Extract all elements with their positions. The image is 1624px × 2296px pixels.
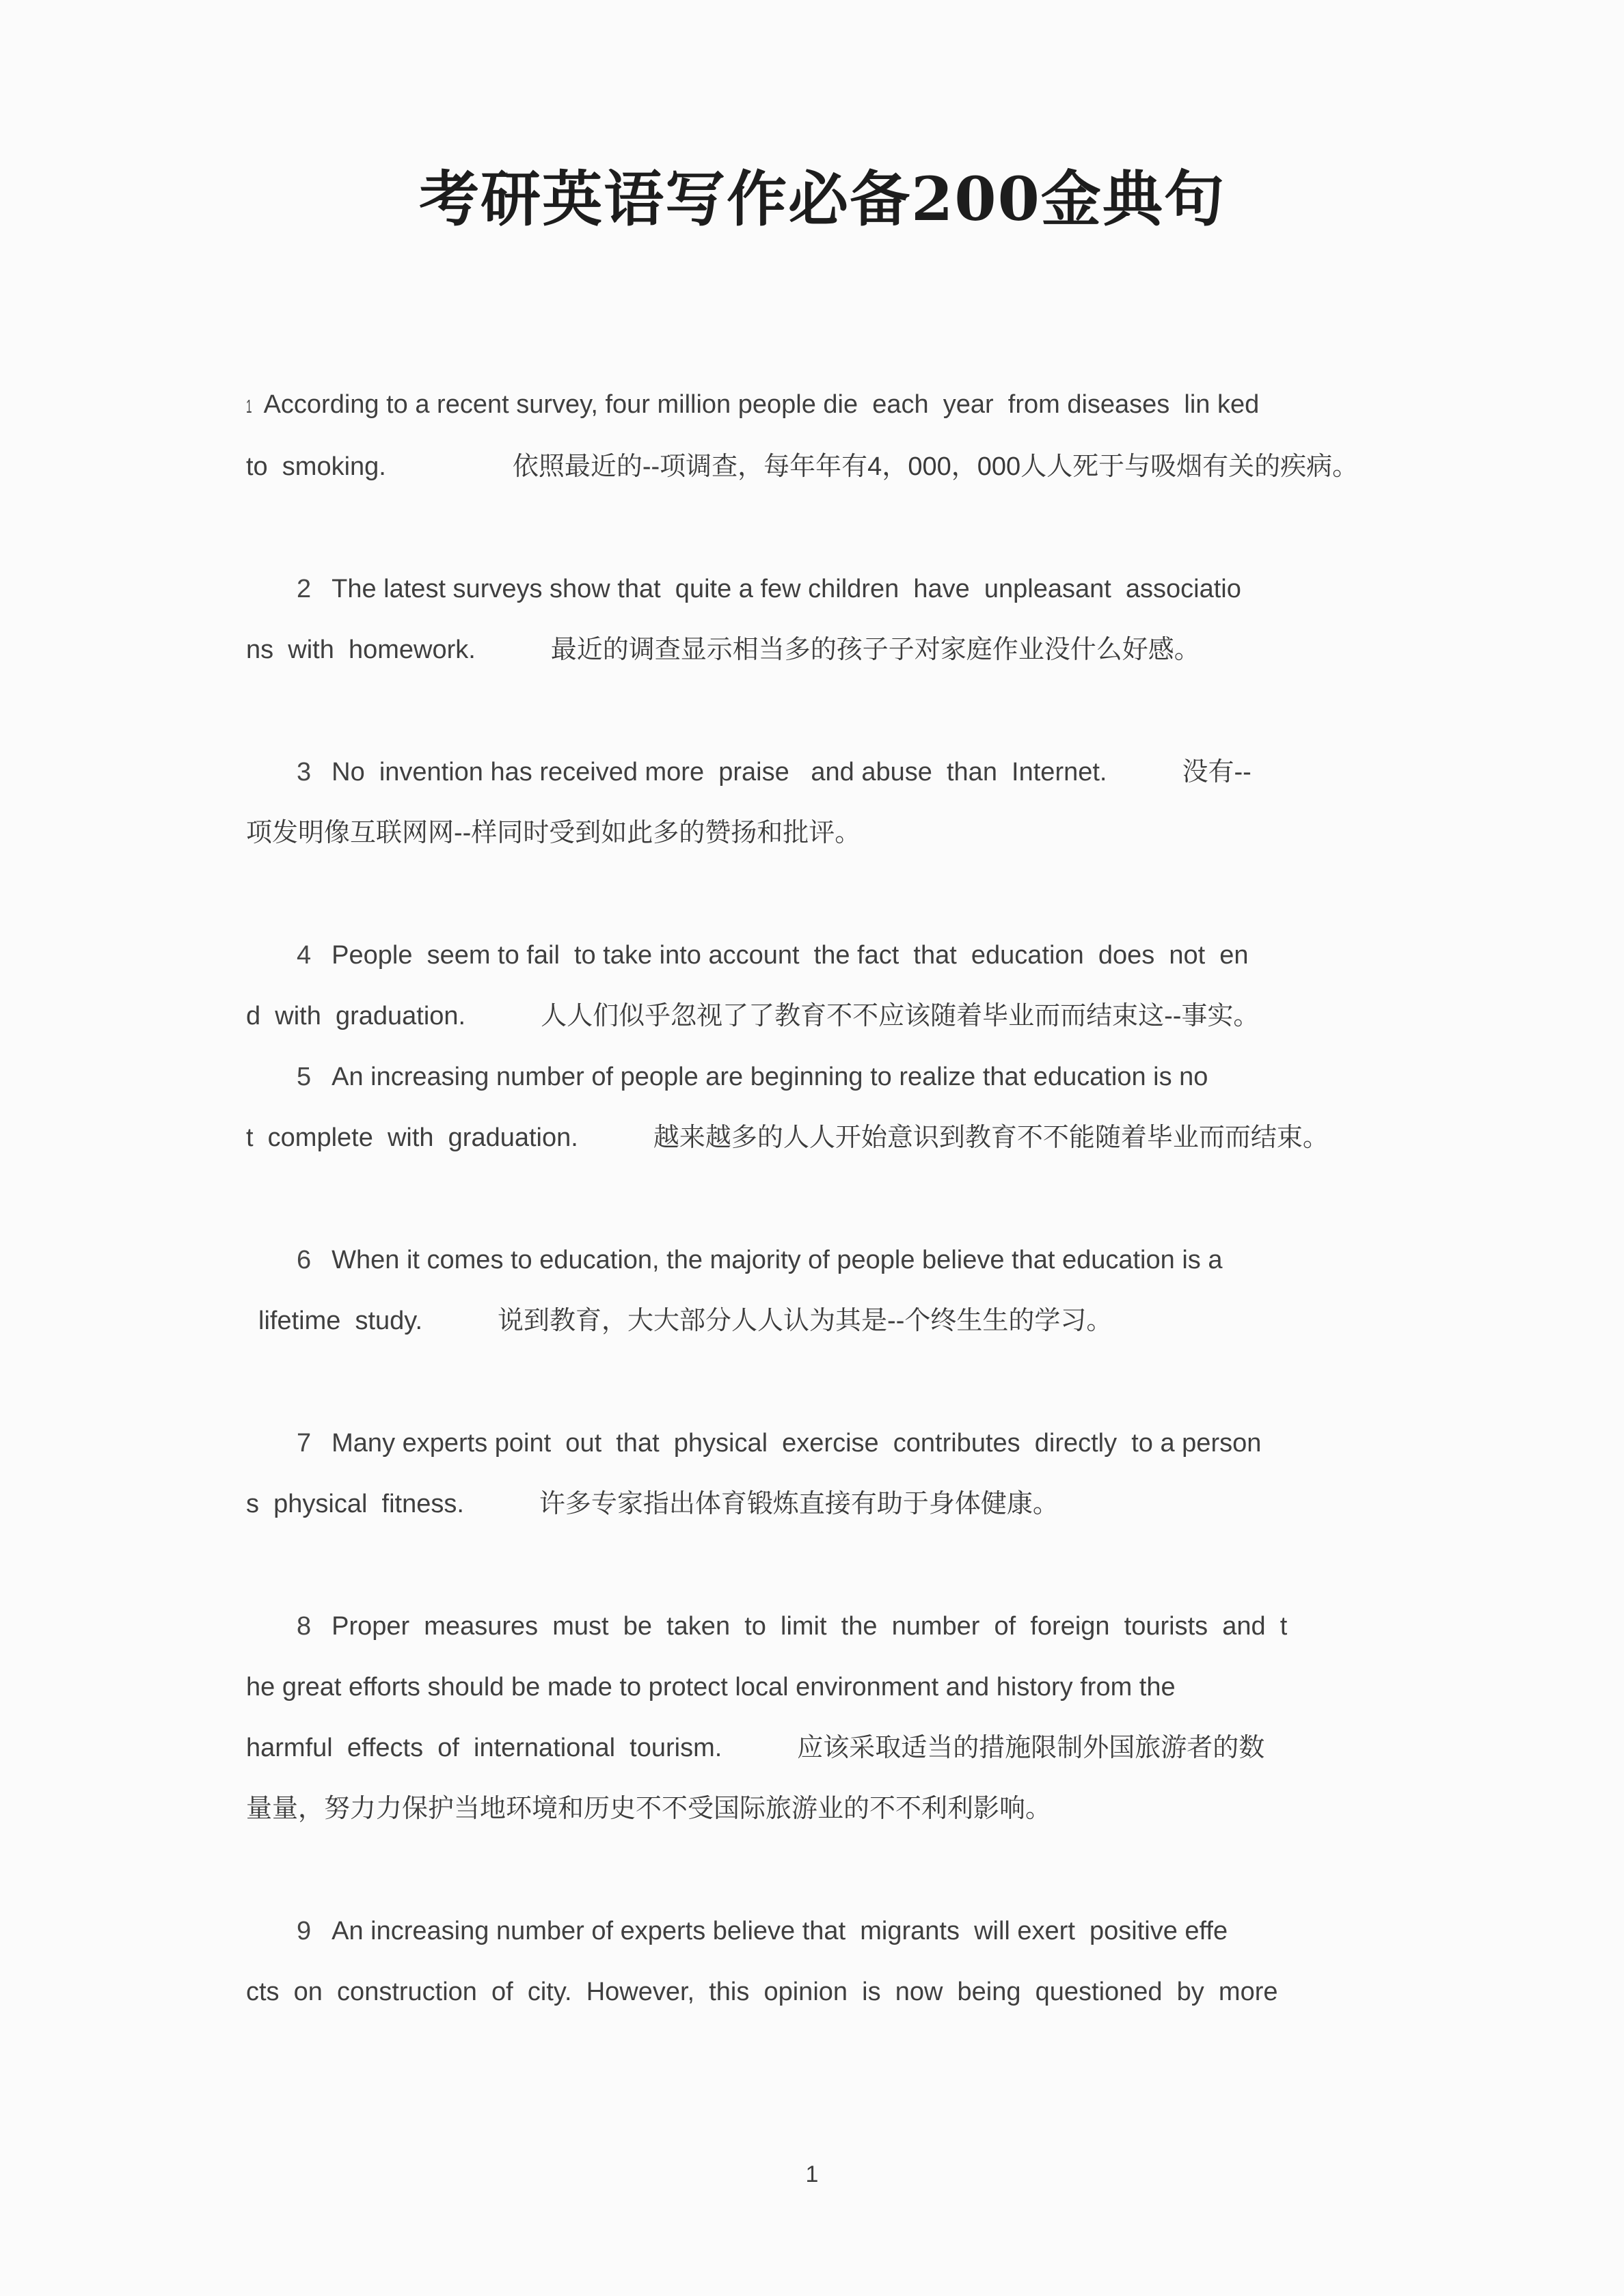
chinese-translation: 项发明像互联网网--样同时受到如此多的赞扬和批评。 [246, 819, 861, 847]
text-line [246, 1490, 1059, 1518]
sentence-item-8 [246, 1596, 1419, 1840]
chinese-translation: 量量，努力力保护当地环境和历史不不受国际旅游业的不不利利影响。 [246, 1794, 1052, 1823]
text-line [246, 1429, 1261, 1458]
item-number: 3 [297, 758, 312, 787]
chinese-translation: 应该采取适当的措施限制外国旅游者的数 [797, 1734, 1265, 1762]
chinese-translation: 说到教育，大大部分人人认为其是--个终生生的学习。 [498, 1307, 1113, 1335]
text-line [246, 390, 1259, 419]
item-number: 9 [297, 1917, 312, 1945]
sentence-item-9 [246, 1901, 1419, 2023]
item-number: 4 [297, 941, 312, 970]
text-line [246, 819, 861, 847]
sentence-item-5 [246, 1047, 1419, 1168]
document-title: 考研英语写作必备200金典句 [419, 163, 1226, 234]
chinese-translation: 人人们似乎忽视了了教育不不应该随着毕业而而结束这--事实。 [541, 1002, 1260, 1030]
chinese-translation: 没有-- [1182, 758, 1251, 787]
chinese-translation: 许多专家指出体育锻炼直接有助于身体健康。 [539, 1490, 1059, 1518]
english-sentence: An increasing number of people are beginning to realize that education is no [331, 1063, 1208, 1091]
english-sentence: According to a recent survey, four million people die each year from diseases lin ked [263, 390, 1260, 419]
sentence-item-2 [246, 559, 1419, 681]
english-sentence: to smoking. [246, 452, 386, 481]
text-line [246, 1307, 1112, 1335]
english-sentence: An increasing number of experts believe that migrants will exert positive effe [331, 1917, 1228, 1945]
chinese-translation: 越来越多的人人开始意识到教育不不能随着毕业而而结束。 [653, 1123, 1329, 1152]
chinese-translation: 最近的调查显示相当多的孩子子对家庭作业没什么好感。 [550, 636, 1200, 664]
english-sentence: ns with homework. [246, 636, 476, 664]
text-line [246, 941, 1249, 970]
text-line [246, 636, 1200, 664]
english-sentence: The latest surveys show that quite a few children have unpleasant associatio [331, 575, 1241, 603]
text-line [246, 1673, 1176, 1702]
sentence-item-1 [246, 374, 1419, 497]
item-number: 6 [297, 1246, 312, 1274]
english-sentence: he great efforts should be made to protect local environment and history from the [246, 1673, 1176, 1702]
english-sentence: Proper measures must be taken to limit the number of foreign tourists and t [331, 1612, 1288, 1641]
english-sentence: d with graduation. [246, 1002, 466, 1030]
text-line [246, 1917, 1228, 1945]
english-sentence: When it comes to education, the majority of people believe that education is a [331, 1246, 1223, 1274]
document-body [246, 374, 1419, 2023]
english-sentence: s physical fitness. [246, 1490, 464, 1518]
sentence-item-6 [246, 1230, 1419, 1352]
english-sentence: lifetime study. [258, 1307, 423, 1335]
text-line [246, 1794, 1051, 1823]
item-number: 7 [297, 1429, 312, 1458]
text-line [246, 1123, 1329, 1152]
text-line [246, 1246, 1222, 1274]
english-sentence: People seem to fail to take into account the fact that education does not en [331, 941, 1249, 970]
text-line [246, 758, 1251, 787]
english-sentence: cts on construction of city. However, this opinion is now being questioned by more [246, 1978, 1278, 2006]
item-number: 5 [297, 1063, 312, 1091]
sentence-item-4 [246, 925, 1419, 1047]
text-line [246, 1002, 1259, 1030]
chinese-translation: 依照最近的--项调查，每年年有4，000，000人人死于与吸烟有关的疾病。 [512, 452, 1359, 481]
page-number: 1 [805, 2161, 819, 2187]
english-sentence: No invention has received more praise and abuse than Internet. [331, 758, 1107, 787]
english-sentence: Many experts point out that physical exercise contributes directly to a person [331, 1429, 1262, 1458]
text-line [246, 1734, 1264, 1762]
english-sentence: t complete with graduation. [246, 1123, 578, 1152]
sentence-item-7 [246, 1413, 1419, 1535]
text-line [246, 1063, 1208, 1091]
text-line [246, 1612, 1287, 1641]
text-line [246, 1978, 1278, 2006]
item-number: 1 [246, 396, 252, 417]
sentence-item-3 [246, 742, 1419, 864]
text-line [246, 575, 1241, 603]
item-number: 8 [297, 1612, 312, 1641]
item-number: 2 [297, 575, 312, 603]
text-line [246, 452, 1358, 481]
english-sentence: harmful effects of international tourism. [246, 1734, 722, 1762]
